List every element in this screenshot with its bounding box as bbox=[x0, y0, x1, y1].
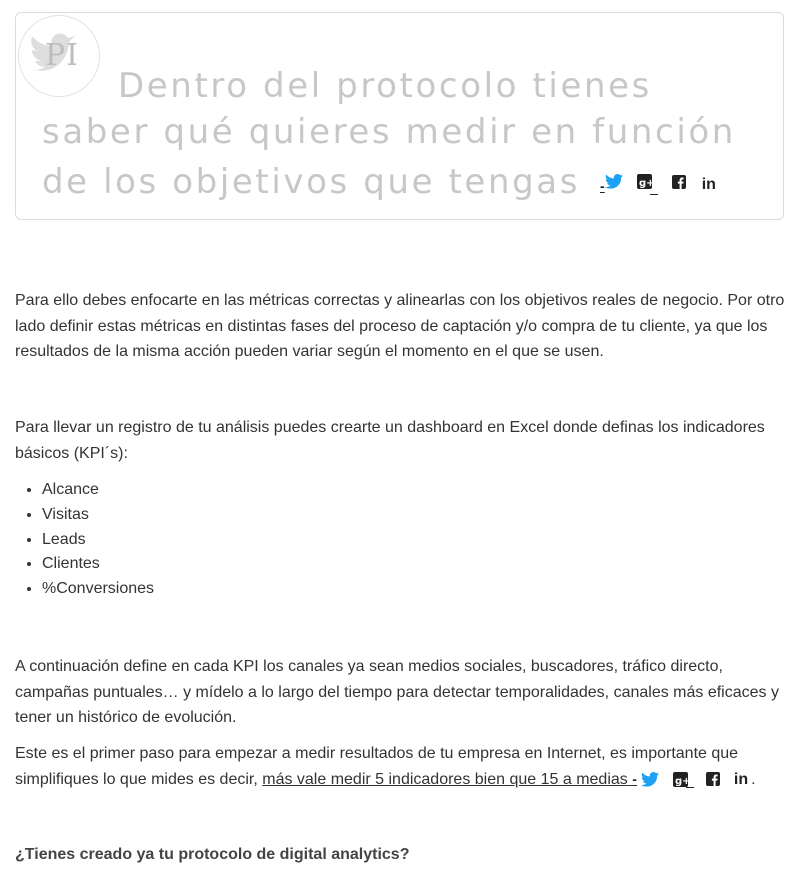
linkedin-icon[interactable] bbox=[734, 767, 748, 793]
paragraph-first-step-text: Este es el primer paso para empezar a medir resultados de tu empresa en Internet, es importante que simplifiques lo que mides es decir, bbox=[15, 745, 739, 788]
share-underline bbox=[650, 194, 658, 195]
linkedin-label: in bbox=[733, 770, 749, 788]
click-to-tweet-box[interactable] bbox=[15, 12, 784, 220]
linkedin-icon[interactable] bbox=[702, 155, 716, 208]
facebook-icon[interactable] bbox=[672, 175, 686, 189]
google-plus-icon[interactable] bbox=[673, 772, 691, 787]
list-item: • Visitas bbox=[42, 503, 154, 528]
twitter-icon[interactable] bbox=[605, 174, 623, 189]
quote-text-content: Dentro del protocolo tienes saber qué quieres medir en función de los objetivos que tengas bbox=[42, 66, 736, 202]
paragraph-metrics: Para ello debes enfocarte en las métricas correctas y alinearlas con los objetivos reales de negocio. Por otro lado definir estas métricas en distintas fases del proceso de captación y/o compra de tu cliente, ya que los resultados de la misma acción pueden variar según el momento en el que se usen. bbox=[15, 292, 785, 360]
list-item: • %Conversiones bbox=[42, 577, 154, 602]
tweet-link[interactable] bbox=[262, 771, 637, 788]
share-icons bbox=[600, 155, 716, 209]
list-item: • Leads bbox=[42, 528, 154, 553]
share-underline bbox=[686, 787, 694, 788]
google-plus-icon[interactable] bbox=[637, 174, 655, 189]
tweet-link-text: más vale medir 5 indicadores bien que 15 a medias bbox=[262, 770, 628, 788]
share-dash-inline: - bbox=[632, 770, 637, 787]
paragraph-first-step bbox=[15, 741, 785, 792]
paragraph-channels: A continuación define en cada KPI los canales ya sean medios sociales, buscadores, tráfico directo, campañas puntuales… y mídelo a lo largo del tiempo para detectar temporalidades, canales más eficaces y tener un histórico de evolución. bbox=[15, 658, 779, 726]
facebook-icon[interactable] bbox=[706, 772, 720, 786]
inline-share-icons bbox=[639, 767, 748, 793]
paragraph-end: . bbox=[751, 770, 756, 788]
svg-text:g+: g+ bbox=[674, 775, 691, 787]
quote-text[interactable] bbox=[42, 63, 762, 209]
twitter-icon[interactable] bbox=[641, 772, 659, 787]
list-item: • Clientes bbox=[42, 552, 154, 577]
linkedin-label: in bbox=[701, 176, 716, 193]
kpi-list bbox=[15, 478, 154, 602]
svg-text:g+: g+ bbox=[638, 178, 655, 189]
protocol-question-heading: ¿Tienes creado ya tu protocolo de digital analytics? bbox=[15, 846, 410, 863]
list-item: • Alcance bbox=[42, 478, 154, 503]
paragraph-dashboard: Para llevar un registro de tu análisis puedes crearte un dashboard en Excel donde definas los indicadores básicos (KPI´s): bbox=[15, 419, 765, 462]
share-dash: - bbox=[600, 178, 605, 194]
badge-label: PI bbox=[45, 38, 80, 73]
